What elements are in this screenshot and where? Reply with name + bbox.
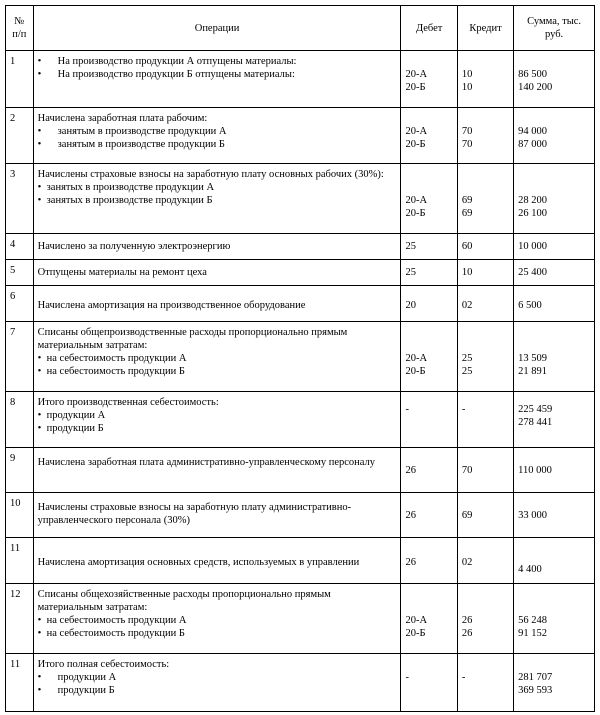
table-row [6, 392, 595, 448]
credit-value: 26 [461, 615, 473, 626]
row-operation: Отпущены материалы на ремонт цеха [33, 260, 401, 286]
debit-value: 20-А [405, 126, 428, 137]
operation-title: Списаны общепроизводственные расходы пропорционально прямым материальным затратам: [37, 327, 348, 351]
operation-line: занятым в производстве продукции Б [57, 139, 225, 150]
debit-value: 20-А [405, 353, 428, 364]
table-row [6, 286, 595, 322]
bullet-icon: • [37, 195, 42, 206]
sum-value: 369 593 [518, 685, 553, 696]
row-debit: 25 [401, 260, 457, 286]
row-num: 12 [6, 584, 34, 654]
operations-table [5, 5, 595, 712]
operation-text: Начислена амортизация на производственное оборудование [37, 300, 306, 311]
row-credit: 10 [457, 260, 513, 286]
operation-line: На производство продукции Б отпущены материалы: [57, 69, 295, 80]
row-credit: 69 [457, 493, 513, 538]
bullet-icon: • [37, 182, 42, 193]
operation-title: Списаны общехозяйственные расходы пропорционально прямым материальным затратам: [37, 589, 331, 613]
header-credit: Кредит [457, 6, 513, 51]
operation-text: Начислена заработная плата административно-управленческому персоналу [37, 457, 376, 468]
row-num: 1 [6, 51, 34, 108]
sum-value: 225 459 [518, 404, 553, 415]
bullet-icon: • [37, 353, 42, 364]
sum-value: 4 400 [518, 564, 542, 575]
row-num: 3 [6, 164, 34, 234]
row-credit [457, 654, 513, 712]
row-sum [514, 538, 595, 584]
sum-value: 21 891 [518, 366, 548, 377]
row-debit: 26 [401, 448, 457, 493]
header-sum: Сумма, тыс. руб. [514, 6, 595, 51]
table-row [6, 234, 595, 260]
bullet-icon: • [37, 672, 42, 683]
sum-value: 28 200 [518, 195, 548, 206]
operation-line: продукции Б [46, 423, 104, 434]
debit-value: - [405, 672, 409, 683]
row-credit [457, 538, 513, 584]
credit-value: 25 [461, 353, 473, 364]
row-num: 10 [6, 493, 34, 538]
header-debit: Дебет [401, 6, 457, 51]
operation-title: Итого производственная себестоимость: [37, 397, 219, 408]
operation-line: продукции А [57, 672, 117, 683]
sum-value: 13 509 [518, 353, 548, 364]
operation-line: продукции Б [57, 685, 115, 696]
operation-line: на себестоимость продукции А [46, 615, 187, 626]
operation-line: занятых в производстве продукции Б [46, 195, 213, 206]
debit-value: 20-Б [405, 208, 426, 219]
bullet-icon: • [37, 423, 42, 434]
row-operation [33, 322, 401, 392]
operation-title: Начислена заработная плата рабочим: [37, 113, 208, 124]
credit-value: 02 [461, 300, 473, 311]
row-num: 4 [6, 234, 34, 260]
sum-value: 281 707 [518, 672, 553, 683]
credit-value: 26 [461, 628, 473, 639]
row-sum [514, 108, 595, 164]
sum-value: 86 500 [518, 69, 548, 80]
operation-line: На производство продукции А отпущены материалы: [57, 56, 297, 67]
row-credit [457, 584, 513, 654]
bullet-icon: • [37, 126, 42, 137]
row-credit: 70 [457, 448, 513, 493]
bullet-icon: • [37, 56, 42, 67]
debit-value: 20-Б [405, 82, 426, 93]
sum-value: 140 200 [518, 82, 553, 93]
row-sum [514, 51, 595, 108]
bullet-icon: • [37, 69, 42, 80]
row-num: 6 [6, 286, 34, 322]
bullet-icon: • [37, 366, 42, 377]
row-sum [514, 322, 595, 392]
bullet-icon: • [37, 615, 42, 626]
debit-value: 20-А [405, 69, 428, 80]
debit-value: 20-Б [405, 366, 426, 377]
credit-value: 70 [461, 139, 473, 150]
row-operation [33, 286, 401, 322]
row-credit [457, 392, 513, 448]
table-row [6, 538, 595, 584]
row-credit [457, 51, 513, 108]
credit-value: 25 [461, 366, 473, 377]
debit-value: - [405, 404, 409, 415]
header-operations: Операции [33, 6, 401, 51]
row-num: 5 [6, 260, 34, 286]
credit-value: 10 [461, 82, 473, 93]
row-operation [33, 448, 401, 493]
credit-value: 69 [461, 208, 473, 219]
operation-line: на себестоимость продукции Б [46, 366, 185, 377]
debit-value: 20 [405, 300, 416, 311]
table-row [6, 164, 595, 234]
row-credit [457, 322, 513, 392]
credit-value: - [461, 404, 466, 415]
header-num: № п/п [6, 6, 34, 51]
row-debit [401, 108, 457, 164]
row-num: 9 [6, 448, 34, 493]
row-num: 11 [6, 538, 34, 584]
table-row [6, 51, 595, 108]
table-row [6, 448, 595, 493]
row-operation [33, 493, 401, 538]
row-credit: 60 [457, 234, 513, 260]
row-operation [33, 51, 401, 108]
row-sum: 110 000 [514, 448, 595, 493]
debit-value: 20-А [405, 195, 428, 206]
row-operation [33, 392, 401, 448]
row-num: 8 [6, 392, 34, 448]
row-sum: 25 400 [514, 260, 595, 286]
sum-value: 91 152 [518, 628, 548, 639]
table-row [6, 654, 595, 712]
row-sum [514, 392, 595, 448]
operation-line: занятых в производстве продукции А [46, 182, 215, 193]
sum-value: 278 441 [518, 417, 553, 428]
credit-value: 69 [461, 195, 473, 206]
sum-value: 56 248 [518, 615, 548, 626]
bullet-icon: • [37, 685, 42, 696]
row-operation [33, 164, 401, 234]
row-debit [401, 51, 457, 108]
row-debit [401, 584, 457, 654]
credit-value: 02 [461, 557, 473, 568]
row-debit [401, 322, 457, 392]
row-credit [457, 164, 513, 234]
credit-value: 10 [461, 69, 473, 80]
row-debit: 26 [401, 493, 457, 538]
sum-value: 26 100 [518, 208, 548, 219]
table-header-row [6, 6, 595, 51]
row-sum: 10 000 [514, 234, 595, 260]
table-row [6, 322, 595, 392]
table-row [6, 108, 595, 164]
row-sum [514, 286, 595, 322]
operation-line: на себестоимость продукции А [46, 353, 187, 364]
row-debit [401, 654, 457, 712]
operation-line: занятым в производстве продукции А [57, 126, 227, 137]
operation-text: Начислена амортизация основных средств, используемых в управлении [37, 557, 360, 568]
sum-value: 6 500 [518, 300, 542, 311]
row-num: 2 [6, 108, 34, 164]
row-num: 7 [6, 322, 34, 392]
sum-value: 94 000 [518, 126, 548, 137]
operation-text: Начислены страховые взносы на заработную плату административно-управленческого персонала (30%) [37, 502, 352, 526]
row-debit [401, 286, 457, 322]
debit-value: 20-А [405, 615, 428, 626]
credit-value: - [461, 672, 466, 683]
row-credit [457, 108, 513, 164]
row-debit: 25 [401, 234, 457, 260]
row-debit [401, 164, 457, 234]
row-operation [33, 538, 401, 584]
row-debit [401, 392, 457, 448]
sum-value: 87 000 [518, 139, 548, 150]
bullet-icon: • [37, 628, 42, 639]
row-operation [33, 654, 401, 712]
debit-value: 20-Б [405, 139, 426, 150]
row-debit [401, 538, 457, 584]
table-row [6, 493, 595, 538]
row-operation: Начислено за полученную электроэнергию [33, 234, 401, 260]
bullet-icon: • [37, 139, 42, 150]
row-operation [33, 108, 401, 164]
debit-value: 26 [405, 557, 416, 568]
row-sum [514, 584, 595, 654]
debit-value: 20-Б [405, 628, 426, 639]
row-sum [514, 654, 595, 712]
operation-line: на себестоимость продукции Б [46, 628, 185, 639]
row-num: 11 [6, 654, 34, 712]
table-row [6, 584, 595, 654]
credit-value: 70 [461, 126, 473, 137]
table-row [6, 260, 595, 286]
operation-title: Начислены страховые взносы на заработную плату основных рабочих (30%): [37, 169, 384, 180]
row-sum: 33 000 [514, 493, 595, 538]
row-credit [457, 286, 513, 322]
operation-title: Итого полная себестоимость: [37, 659, 170, 670]
row-operation [33, 584, 401, 654]
operation-line: продукции А [46, 410, 106, 421]
row-sum [514, 164, 595, 234]
bullet-icon: • [37, 410, 42, 421]
